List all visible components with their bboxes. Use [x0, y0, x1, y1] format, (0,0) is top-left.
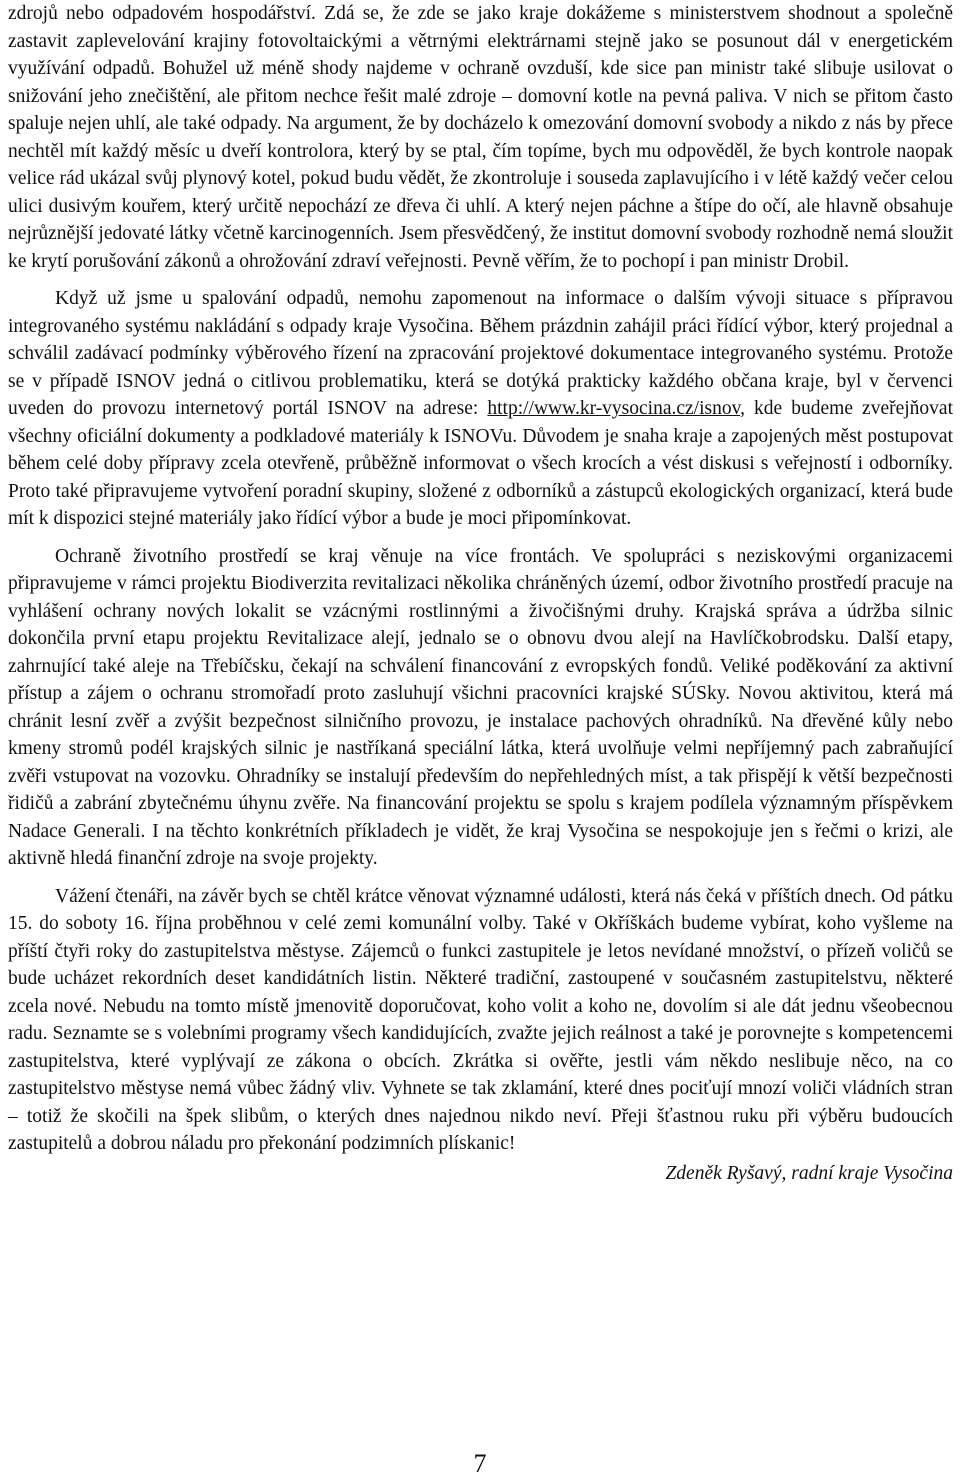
isnov-portal-link[interactable]: http://www.kr-vysocina.cz/isnov	[487, 398, 741, 419]
paragraph-3: Ochraně životního prostředí se kraj věnuje na více frontách. Ve spolupráci s neziskovými organizacemi připravujeme v rámci projektu Biodiverzita revitalizaci několika chráněných území, odbor životního prostředí pracuje na vyhlášení ochrany nových lokalit se vzácnými rostlinnými a živočišnými druhy. Krajská správa a údržba silnic dokončila první etapu projektu Revitalizace alejí, jednalo se o obnovu dvou alejí na Havlíčkobrodsku. Další etapy, zahrnující také aleje na Třebíčsku, čekají na schválení financování z evropských fondů. Veliké poděkování za aktivní přístup a zájem o ochranu stromořadí proto zasluhují všichni pracovníci krajské SÚSky. Novou aktivitou, která má chránit lesní zvěř a zvýšit bezpečnost silničního provozu, je instalace pachových ohradníků. Na dřevěné kůly nebo kmeny stromů podél krajských silnic je nastříkaná speciální látka, která uvolňuje velmi nepříjemný pach zabraňující zvěři vstupovat na vozovku. Ohradníky se instalují především do nepřehledných míst, a tak přispějí k větší bezpečnosti řidičů a zabrání zbytečnému úhynu zvěře. Na financování projektu se spolu s krajem podílela významným příspěvkem Nadace Generali. I na těchto konkrétních příkladech je vidět, že kraj Vysočina se nespokojuje jen s řečmi o krizi, ale aktivně hledá finanční zdroje na svoje projekty.	[8, 545, 953, 869]
author-signature: Zdeněk Ryšavý, radní kraje Vysočina	[665, 1162, 953, 1184]
page-number: 7	[473, 1449, 487, 1478]
paragraph-1: zdrojů nebo odpadovém hospodářství. Zdá se, že zde se jako kraje dokážeme s ministerstvem shodnout a společně zastavit zaplevelování krajiny fotovoltaickými a větrnými elektrárnami stejně jako se posunout dál v energetickém využívání odpadů. Bohužel už méně shody najdeme v ochraně ovzduší, kde sice pan ministr také slibuje usilovat o snižování jeho znečištění, ale přitom nechce řešit malé zdroje – domovní kotle na pevná paliva. V nich se přitom často spaluje nejen uhlí, ale také odpady. Na argument, že by docházelo k omezování domovní svobody a nikdo z nás by přece nechtěl mít každý měsíc u dveří kontrolora, který by se ptal, čím topíme, bych mu odpověděl, že bych kontrole naopak velice rád ukázal svůj plynový kotel, pokud budu vědět, že zkontroluje i souseda zaplavujícího i v létě každý večer celou ulici dusivým kouřem, který určitě nepochází ze dřeva či uhlí. A který nejen páchne a štípe do očí, ale hlavně obsahuje nejrůznější jedovaté látky včetně karcinogenních. Jsem přesvědčený, že institut domovní svobody rozhodně nemá sloužit ke krytí porušování zákonů a ohrožování zdraví veřejnosti. Pevně věřím, že to pochopí i pan ministr Drobil.	[8, 3, 953, 272]
paragraph-4: Vážení čtenáři, na závěr bych se chtěl krátce věnovat významné události, která nás čeká v příštích dnech. Od pátku 15. do soboty 16. října proběhnou v celé zemi komunální volby. Také v Okříškách budeme vybírat, koho vyšleme na příští čtyři roky do zastupitelstva městyse. Zájemců o funkci zastupitele je letos nevídané množství, o přízeň voličů se bude ucházet rekordních deset kandidátních listin. Některé tradiční, zastoupené v současném zastupitelstvu, některé zcela nové. Nebudu na tomto místě jmenovitě doporučovat, koho volit a koho ne, dovolím si ale dát jednu všeobecnou radu. Seznamte se s volebními programy všech kandidujících, zvažte jejich reálnost a také je porovnejte s kompetencemi zastupitelstva, které vyplývají ze zákona o obcích. Zkrátka si ověřte, jestli vám někdo neslibuje něco, na co zastupitelstvo městyse nemá vůbec žádný vliv. Vyhnete se tak zklamání, které dnes pociťují mnozí voliči vládních stran – totiž že skočili na špek slibům, o kterých dnes najednou nikdo neví. Přeji šťastnou ruku při výběru budoucích zastupitelů a dobrou náladu pro překonání podzimních plískanic!	[8, 885, 953, 1154]
paragraph-2-text-after-link: , kde budeme zveřejňovat všechny oficiální dokumenty a podkladové materiály k ISNOVu. Důvodem je snaha kraje a zapojených měst postupovat během celé doby přípravy zcela otevřeně, průběžně informovat o všech krocích a vést diskusi s veřejností i odborníky. Proto také připravujeme vytvoření poradní skupiny, složené z odborníků a zástupců ekologických organizací, která bude mít k dispozici stejné materiály jako řídící výbor a bude je moci připomínkovat.	[8, 398, 953, 529]
paragraph-2	[8, 285, 953, 533]
paragraph-2-text-before-link: Když už jsme u spalování odpadů, nemohu zapomenout na informace o dalším vývoji situace s přípravou integrovaného systému nakládání s odpady kraje Vysočina. Během prázdnin zahájil práci řídící výbor, který projednal a schválil zadávací podmínky výběrového řízení na zpracování projektové dokumentace integrovaného systému. Protože se v případě ISNOV jedná o citlivou problematiku, která se dotýká prakticky každého občana kraje, byl v červenci uveden do provozu internetový portál ISNOV na adrese:	[8, 288, 953, 419]
